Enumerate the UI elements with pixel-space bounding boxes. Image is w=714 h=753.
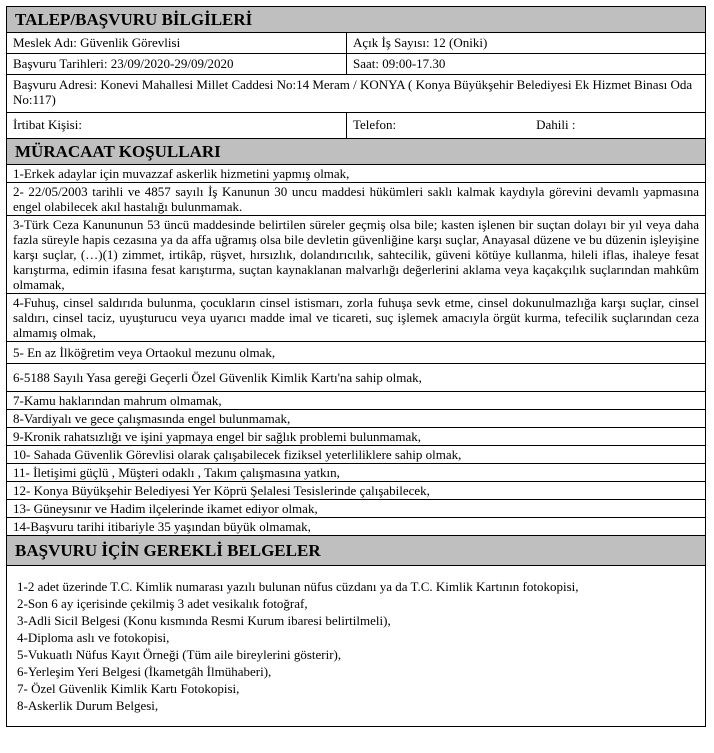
row-contact: [7, 113, 705, 139]
documents-list: [7, 566, 705, 726]
application-hours: Saat: 09:00-17.30: [353, 56, 446, 71]
condition-item: 2- 22/05/2003 tarihli ve 4857 sayılı İş Kanunun 30 uncu maddesi hükümleri saklı kalmak kaydıyla görevini devamlı yapmasına engel olabilecek akıl hastalığı bulunmamak.: [7, 183, 705, 216]
document-item: 8-Askerlik Durum Belgesi,: [17, 698, 159, 713]
document-item: 4-Diploma aslı ve fotokopisi,: [17, 630, 170, 645]
section-header-required-documents: BAŞVURU İÇİN GEREKLİ BELGELER: [7, 536, 705, 566]
open-positions: Açık İş Sayısı: 12 (Oniki): [353, 35, 488, 50]
phone-label: Telefon:: [353, 117, 397, 132]
contact-person: İrtibat Kişisi:: [7, 113, 347, 138]
condition-item: 11- İletişimi güçlü , Müşteri odaklı , Takım çalışmasına yatkın,: [7, 464, 705, 482]
extension-label: Dahili :: [536, 117, 576, 132]
condition-item: 6-5188 Sayılı Yasa gereği Geçerli Özel Güvenlik Kimlik Kartı'na sahip olmak,: [7, 364, 705, 392]
document-item: 7- Özel Güvenlik Kimlik Kartı Fotokopisi,: [17, 681, 240, 696]
condition-item: 13- Güneysınır ve Hadim ilçelerinde ikamet ediyor olmak,: [7, 500, 705, 518]
condition-item: 5- En az İlköğretim veya Ortaokul mezunu olmak,: [7, 342, 705, 364]
application-address: Başvuru Adresi: Konevi Mahallesi Millet Caddesi No:14 Meram / KONYA ( Konya Büyükşehir Belediyesi Ek Hizmet Binası Oda No:117): [7, 75, 705, 113]
condition-item: 4-Fuhuş, cinsel saldırıda bulunma, çocukların cinsel istismarı, zorla fuhuşa sevk etme, cinsel dokunulmazlığa karşı suçlar, cinsel saldırı, cinsel taciz, uyuşturucu veya uyarıcı madde imal ve ticareti, suç işlemek amacıyla örgüt kurma, tefecilik suçlarından ceza almamış olmak,: [7, 294, 705, 342]
row-profession: [7, 33, 705, 54]
application-form: [6, 6, 706, 727]
row-dates: [7, 54, 705, 75]
condition-item: 3-Türk Ceza Kanununun 53 üncü maddesinde belirtilen süreler geçmiş olsa bile; kasten işlenen bir suçtan dolayı bir yıl veya daha fazla süreyle hapis cezasına ya da affa uğramış olsa bile devletin güvenliğine karşı suçlar, Anayasal düzene ve bu düzenin işleyişine karşı suçlar, (…)(1) zimmet, irtikâp, rüşvet, hırsızlık, dolandırıcılık, sahtecilik, güveni kötüye kullanma, hileli iflas, ihaleye fesat karıştırma, edimin ifasına fesat karıştırma, suçtan kaynaklanan malvarlığı değerlerini aklama veya kaçakçılık suçlarından mahkûm olmamak,: [7, 216, 705, 294]
document-item: 2-Son 6 ay içerisinde çekilmiş 3 adet vesikalık fotoğraf,: [17, 596, 308, 611]
document-item: 5-Vukuatlı Nüfus Kayıt Örneği (Tüm aile bireylerini gösterir),: [17, 647, 342, 662]
condition-item: 1-Erkek adaylar için muvazzaf askerlik hizmetini yapmış olmak,: [7, 165, 705, 183]
condition-item: 12- Konya Büyükşehir Belediyesi Yer Köprü Şelalesi Tesislerinde çalışabilecek,: [7, 482, 705, 500]
document-item: 3-Adli Sicil Belgesi (Konu kısmında Resmi Kurum ibaresi belirtilmeli),: [17, 613, 391, 628]
document-item: 6-Yerleşim Yeri Belgesi (İkametgâh İlmühaberi),: [17, 664, 272, 679]
condition-item: 7-Kamu haklarından mahrum olmamak,: [7, 392, 705, 410]
application-dates: Başvuru Tarihleri: 23/09/2020-29/09/2020: [7, 54, 347, 74]
document-item: 1-2 adet üzerinde T.C. Kimlik numarası yazılı bulunan nüfus cüzdanı ya da T.C. Kimlik Kartının fotokopisi,: [17, 579, 579, 594]
condition-item: 14-Başvuru tarihi itibariyle 35 yaşından büyük olmamak,: [7, 518, 705, 536]
section-header-application-info: TALEP/BAŞVURU BİLGİLERİ: [7, 7, 705, 33]
profession-name: Meslek Adı: Güvenlik Görevlisi: [7, 33, 347, 53]
condition-item: 9-Kronik rahatsızlığı ve işini yapmaya engel bir sağlık problemi bulunmamak,: [7, 428, 705, 446]
section-header-conditions: MÜRACAAT KOŞULLARI: [7, 139, 705, 165]
contact-phone-cell: [347, 113, 705, 138]
condition-item: 10- Sahada Güvenlik Görevlisi olarak çalışabilecek fiziksel yeterliliklere sahip olmak,: [7, 446, 705, 464]
condition-item: 8-Vardiyalı ve gece çalışmasında engel bulunmamak,: [7, 410, 705, 428]
